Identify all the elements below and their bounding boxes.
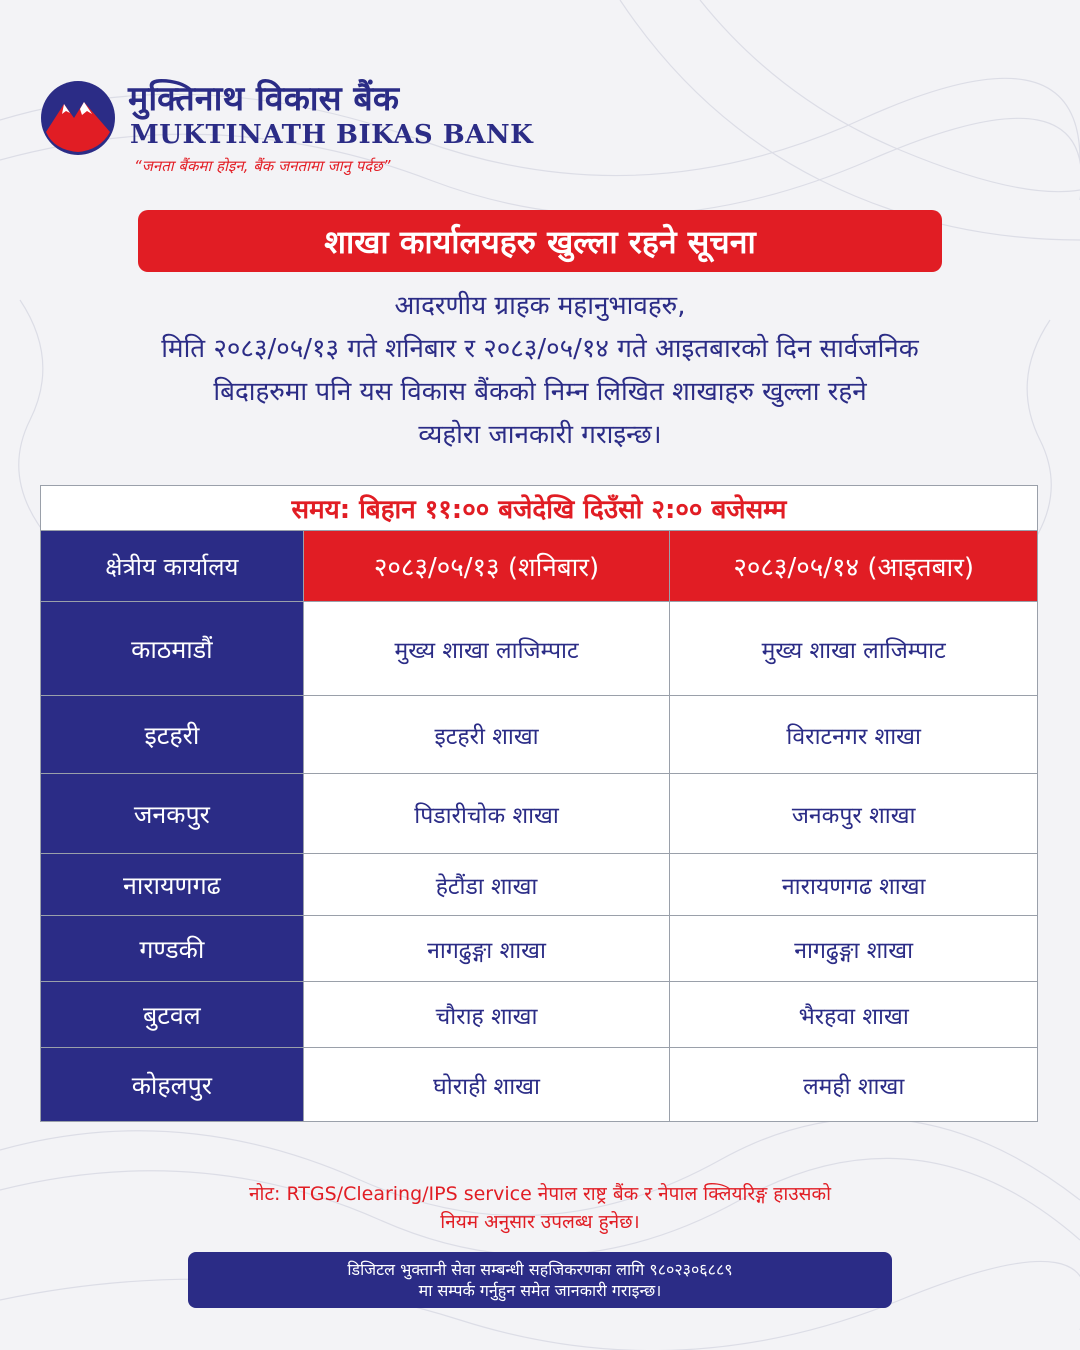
note-line: नोट: RTGS/Clearing/IPS service नेपाल राष्ट्र बैंक र नेपाल क्लियरिङ्ग हाउसको [248, 1183, 832, 1205]
region-cell: काठमाडौं [41, 602, 304, 696]
saturday-branch-cell: इटहरी शाखा [303, 696, 670, 774]
brand-name-english: MUKTINATH BIKAS BANK [130, 120, 534, 150]
sunday-branch-cell: जनकपुर शाखा [670, 774, 1038, 854]
sunday-branch-cell: मुख्य शाखा लाजिम्पाट [670, 602, 1038, 696]
mountain-logo-icon [40, 80, 116, 156]
digital-payment-contact [188, 1252, 892, 1308]
header-sunday: २०८३/०५/१४ (आइतबार) [670, 531, 1038, 602]
region-cell: इटहरी [41, 696, 304, 774]
saturday-branch-cell: घोराही शाखा [303, 1048, 670, 1122]
saturday-branch-cell: नागढुङ्गा शाखा [303, 916, 670, 982]
sunday-branch-cell: नागढुङ्गा शाखा [670, 916, 1038, 982]
intro-line: आदरणीय ग्राहक महानुभावहरु, [394, 291, 686, 321]
sunday-branch-cell: विराटनगर शाखा [670, 696, 1038, 774]
sunday-branch-cell: भैरहवा शाखा [670, 982, 1038, 1048]
table-row [41, 854, 1038, 916]
opening-hours: समय: बिहान ११:०० बजेदेखि दिउँसो २:०० बजेसम्म [41, 486, 1038, 531]
intro-line: बिदाहरुमा पनि यस विकास बैंकको निम्न लिखित शाखाहरु खुल्ला रहने [213, 377, 867, 407]
saturday-branch-cell: मुख्य शाखा लाजिम्पाट [303, 602, 670, 696]
bank-header [40, 74, 534, 184]
notice-title: शाखा कार्यालयहरु खुल्ला रहने सूचना [138, 210, 942, 272]
notice-intro [40, 285, 1040, 457]
region-cell: जनकपुर [41, 774, 304, 854]
saturday-branch-cell: पिडारीचोक शाखा [303, 774, 670, 854]
saturday-branch-cell: चौराह शाखा [303, 982, 670, 1048]
region-cell: गण्डकी [41, 916, 304, 982]
region-cell: नारायणगढ [41, 854, 304, 916]
footer-line: मा सम्पर्क गर्नुहुन समेत जानकारी गराइन्छ। [418, 1281, 662, 1300]
intro-line: व्यहोरा जानकारी गराइन्छ। [418, 420, 662, 450]
header-region: क्षेत्रीय कार्यालय [41, 531, 304, 602]
branch-schedule-table [40, 485, 1038, 1122]
header-saturday: २०८३/०५/१३ (शनिबार) [303, 531, 670, 602]
table-row [41, 602, 1038, 696]
sunday-branch-cell: नारायणगढ शाखा [670, 854, 1038, 916]
intro-line: मिति २०८३/०५/१३ गते शनिबार र २०८३/०५/१४ गते आइतबारको दिन सार्वजनिक [161, 334, 919, 364]
footer-line: डिजिटल भुक्तानी सेवा सम्बन्धी सहजिकरणका लागि ९८०२३०६८८९ [347, 1260, 733, 1279]
sunday-branch-cell: लमही शाखा [670, 1048, 1038, 1122]
table-row [41, 696, 1038, 774]
region-cell: बुटवल [41, 982, 304, 1048]
header-row [41, 531, 1038, 602]
region-cell: कोहलपुर [41, 1048, 304, 1122]
note-line: नियम अनुसार उपलब्ध हुनेछ। [440, 1211, 640, 1233]
saturday-branch-cell: हेटौंडा शाखा [303, 854, 670, 916]
brand-tagline: “जनता बैंकमा होइन, बैंक जनतामा जानु पर्दछ” [134, 157, 391, 175]
brand-name-nepali: मुक्तिनाथ विकास बैंक [128, 79, 399, 119]
table-row [41, 916, 1038, 982]
table-row [41, 1048, 1038, 1122]
table-row [41, 982, 1038, 1048]
time-row [41, 486, 1038, 531]
table-row [41, 774, 1038, 854]
service-note [40, 1180, 1040, 1236]
